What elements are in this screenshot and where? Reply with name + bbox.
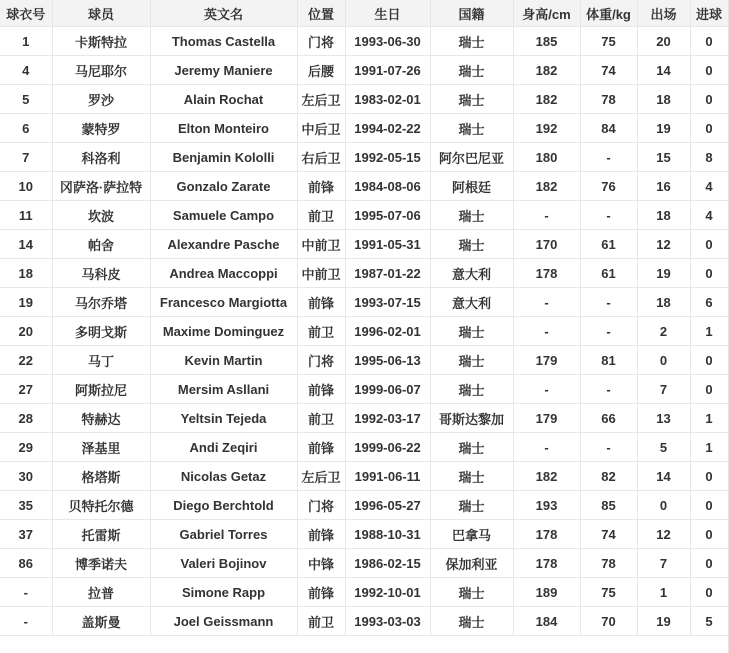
cell-player-name-cn: 盖斯曼 [52, 607, 150, 636]
table-row [0, 462, 728, 491]
cell-birthday: 1992-10-01 [345, 578, 430, 607]
cell-nationality: 瑞士 [430, 346, 513, 375]
cell-nationality: 巴拿马 [430, 520, 513, 549]
cell-nationality: 瑞士 [430, 462, 513, 491]
cell-weight-kg: - [580, 375, 637, 404]
cell-nationality: 瑞士 [430, 27, 513, 56]
cell-position: 门将 [297, 346, 345, 375]
cell-height-cm: 192 [513, 114, 580, 143]
cell-birthday: 1993-03-03 [345, 607, 430, 636]
table-row [0, 56, 728, 85]
cell-weight-kg: 78 [580, 549, 637, 578]
cell-appearances: 14 [637, 56, 690, 85]
cell-player-name-en: Samuele Campo [150, 201, 297, 230]
cell-goals: 1 [690, 404, 728, 433]
cell-goals: 8 [690, 143, 728, 172]
cell-height-cm: 189 [513, 578, 580, 607]
cell-goals: 0 [690, 27, 728, 56]
cell-nationality: 意大利 [430, 288, 513, 317]
cell-goals: 4 [690, 172, 728, 201]
table-row [0, 230, 728, 259]
cell-player-name-en: Joel Geissmann [150, 607, 297, 636]
cell-appearances: 12 [637, 520, 690, 549]
cell-birthday: 1987-01-22 [345, 259, 430, 288]
cell-jersey-number: 18 [0, 259, 52, 288]
cell-goals: 0 [690, 346, 728, 375]
cell-appearances: 19 [637, 114, 690, 143]
cell-jersey-number: 37 [0, 520, 52, 549]
cell-birthday: 1995-07-06 [345, 201, 430, 230]
cell-jersey-number: 19 [0, 288, 52, 317]
cell-height-cm: - [513, 375, 580, 404]
cell-jersey-number: 11 [0, 201, 52, 230]
cell-position: 前锋 [297, 172, 345, 201]
cell-appearances: 2 [637, 317, 690, 346]
roster-header [0, 0, 728, 27]
cell-weight-kg: 74 [580, 520, 637, 549]
cell-player-name-en: Francesco Margiotta [150, 288, 297, 317]
cell-birthday: 1983-02-01 [345, 85, 430, 114]
cell-appearances: 7 [637, 549, 690, 578]
cell-weight-kg: 61 [580, 230, 637, 259]
cell-player-name-en: Gabriel Torres [150, 520, 297, 549]
cell-weight-kg: 74 [580, 56, 637, 85]
cell-appearances: 15 [637, 143, 690, 172]
table-row [0, 143, 728, 172]
cell-position: 前卫 [297, 201, 345, 230]
cell-position: 中锋 [297, 549, 345, 578]
cell-height-cm: 184 [513, 607, 580, 636]
cell-position: 前卫 [297, 317, 345, 346]
cell-weight-kg: 84 [580, 114, 637, 143]
cell-nationality: 阿尔巴尼亚 [430, 143, 513, 172]
cell-nationality: 瑞士 [430, 433, 513, 462]
cell-jersey-number: 4 [0, 56, 52, 85]
cell-appearances: 7 [637, 375, 690, 404]
cell-height-cm: 182 [513, 56, 580, 85]
cell-birthday: 1996-05-27 [345, 491, 430, 520]
cell-height-cm: 180 [513, 143, 580, 172]
column-header-weight-kg: 体重/kg [580, 0, 637, 27]
cell-position: 前锋 [297, 288, 345, 317]
table-row [0, 549, 728, 578]
cell-player-name-en: Alain Rochat [150, 85, 297, 114]
table-row [0, 375, 728, 404]
cell-player-name-en: Elton Monteiro [150, 114, 297, 143]
cell-player-name-cn: 科洛利 [52, 143, 150, 172]
cell-player-name-cn: 格塔斯 [52, 462, 150, 491]
cell-goals: 0 [690, 520, 728, 549]
cell-player-name-en: Thomas Castella [150, 27, 297, 56]
column-header-position: 位置 [297, 0, 345, 27]
cell-nationality: 瑞士 [430, 114, 513, 143]
cell-goals: 0 [690, 578, 728, 607]
cell-goals: 0 [690, 259, 728, 288]
cell-height-cm: 178 [513, 520, 580, 549]
cell-player-name-cn: 拉普 [52, 578, 150, 607]
cell-goals: 6 [690, 288, 728, 317]
table-row [0, 346, 728, 375]
cell-appearances: 5 [637, 433, 690, 462]
column-header-height-cm: 身高/cm [513, 0, 580, 27]
cell-position: 后腰 [297, 56, 345, 85]
cell-player-name-cn: 帕舍 [52, 230, 150, 259]
cell-player-name-en: Alexandre Pasche [150, 230, 297, 259]
cell-nationality: 瑞士 [430, 230, 513, 259]
cell-height-cm: 178 [513, 549, 580, 578]
cell-position: 前卫 [297, 404, 345, 433]
cell-height-cm: 170 [513, 230, 580, 259]
cell-weight-kg: 75 [580, 578, 637, 607]
cell-jersey-number: 1 [0, 27, 52, 56]
column-header-jersey-number: 球衣号 [0, 0, 52, 27]
cell-birthday: 1999-06-22 [345, 433, 430, 462]
cell-nationality: 瑞士 [430, 317, 513, 346]
table-row [0, 578, 728, 607]
cell-nationality: 哥斯达黎加 [430, 404, 513, 433]
column-header-player-name-cn: 球员 [52, 0, 150, 27]
cell-position: 中后卫 [297, 114, 345, 143]
cell-height-cm: 178 [513, 259, 580, 288]
table-row [0, 259, 728, 288]
table-row [0, 520, 728, 549]
cell-goals: 0 [690, 549, 728, 578]
cell-birthday: 1991-06-11 [345, 462, 430, 491]
cell-weight-kg: 70 [580, 607, 637, 636]
cell-birthday: 1992-05-15 [345, 143, 430, 172]
cell-position: 前卫 [297, 607, 345, 636]
cell-position: 前锋 [297, 578, 345, 607]
cell-appearances: 12 [637, 230, 690, 259]
cell-weight-kg: 76 [580, 172, 637, 201]
cell-player-name-cn: 泽基里 [52, 433, 150, 462]
roster-body [0, 27, 728, 636]
cell-height-cm: - [513, 317, 580, 346]
table-row [0, 607, 728, 636]
cell-birthday: 1995-06-13 [345, 346, 430, 375]
cell-jersey-number: 5 [0, 85, 52, 114]
cell-jersey-number: 27 [0, 375, 52, 404]
cell-appearances: 18 [637, 288, 690, 317]
table-row [0, 404, 728, 433]
cell-goals: 0 [690, 462, 728, 491]
cell-birthday: 1991-05-31 [345, 230, 430, 259]
column-header-birthday: 生日 [345, 0, 430, 27]
cell-birthday: 1991-07-26 [345, 56, 430, 85]
cell-position: 中前卫 [297, 230, 345, 259]
cell-nationality: 瑞士 [430, 607, 513, 636]
cell-jersey-number: 28 [0, 404, 52, 433]
cell-position: 门将 [297, 27, 345, 56]
cell-jersey-number: - [0, 578, 52, 607]
cell-jersey-number: 14 [0, 230, 52, 259]
table-row [0, 317, 728, 346]
cell-player-name-en: Benjamin Kololli [150, 143, 297, 172]
cell-player-name-en: Maxime Dominguez [150, 317, 297, 346]
cell-position: 前锋 [297, 375, 345, 404]
cell-weight-kg: - [580, 317, 637, 346]
cell-height-cm: 193 [513, 491, 580, 520]
cell-appearances: 19 [637, 607, 690, 636]
cell-birthday: 1999-06-07 [345, 375, 430, 404]
cell-player-name-cn: 贝特托尔德 [52, 491, 150, 520]
cell-appearances: 18 [637, 85, 690, 114]
cell-player-name-en: Yeltsin Tejeda [150, 404, 297, 433]
cell-nationality: 保加利亚 [430, 549, 513, 578]
cell-appearances: 0 [637, 346, 690, 375]
cell-birthday: 1993-06-30 [345, 27, 430, 56]
cell-weight-kg: 78 [580, 85, 637, 114]
cell-nationality: 瑞士 [430, 375, 513, 404]
cell-appearances: 1 [637, 578, 690, 607]
cell-player-name-cn: 阿斯拉尼 [52, 375, 150, 404]
cell-appearances: 16 [637, 172, 690, 201]
cell-height-cm: 182 [513, 462, 580, 491]
cell-jersey-number: 10 [0, 172, 52, 201]
cell-player-name-en: Diego Berchtold [150, 491, 297, 520]
cell-weight-kg: 66 [580, 404, 637, 433]
column-header-appearances: 出场 [637, 0, 690, 27]
cell-goals: 5 [690, 607, 728, 636]
cell-height-cm: - [513, 288, 580, 317]
cell-player-name-en: Kevin Martin [150, 346, 297, 375]
cell-player-name-cn: 罗沙 [52, 85, 150, 114]
column-header-nationality: 国籍 [430, 0, 513, 27]
cell-weight-kg: - [580, 143, 637, 172]
cell-player-name-en: Andi Zeqiri [150, 433, 297, 462]
table-row [0, 433, 728, 462]
cell-position: 前锋 [297, 520, 345, 549]
cell-jersey-number: - [0, 607, 52, 636]
cell-position: 中前卫 [297, 259, 345, 288]
cell-appearances: 20 [637, 27, 690, 56]
cell-player-name-en: Jeremy Maniere [150, 56, 297, 85]
column-header-goals: 进球 [690, 0, 728, 27]
cell-height-cm: - [513, 433, 580, 462]
cell-jersey-number: 30 [0, 462, 52, 491]
cell-jersey-number: 6 [0, 114, 52, 143]
cell-birthday: 1992-03-17 [345, 404, 430, 433]
cell-position: 左后卫 [297, 462, 345, 491]
cell-jersey-number: 7 [0, 143, 52, 172]
cell-weight-kg: 81 [580, 346, 637, 375]
cell-birthday: 1986-02-15 [345, 549, 430, 578]
cell-player-name-en: Nicolas Getaz [150, 462, 297, 491]
cell-player-name-en: Valeri Bojinov [150, 549, 297, 578]
cell-player-name-en: Andrea Maccoppi [150, 259, 297, 288]
cell-nationality: 瑞士 [430, 85, 513, 114]
cell-jersey-number: 22 [0, 346, 52, 375]
cell-player-name-cn: 蒙特罗 [52, 114, 150, 143]
cell-weight-kg: 82 [580, 462, 637, 491]
cell-birthday: 1988-10-31 [345, 520, 430, 549]
cell-appearances: 13 [637, 404, 690, 433]
cell-goals: 0 [690, 230, 728, 259]
cell-appearances: 14 [637, 462, 690, 491]
cell-player-name-cn: 马尼耶尔 [52, 56, 150, 85]
cell-jersey-number: 35 [0, 491, 52, 520]
cell-height-cm: 179 [513, 346, 580, 375]
cell-goals: 0 [690, 56, 728, 85]
cell-nationality: 阿根廷 [430, 172, 513, 201]
cell-player-name-cn: 冈萨洛·萨拉特 [52, 172, 150, 201]
cell-goals: 0 [690, 114, 728, 143]
cell-nationality: 瑞士 [430, 578, 513, 607]
cell-goals: 1 [690, 433, 728, 462]
cell-height-cm: 182 [513, 85, 580, 114]
cell-position: 左后卫 [297, 85, 345, 114]
cell-goals: 0 [690, 491, 728, 520]
cell-player-name-cn: 坎波 [52, 201, 150, 230]
cell-player-name-en: Simone Rapp [150, 578, 297, 607]
cell-player-name-en: Gonzalo Zarate [150, 172, 297, 201]
cell-nationality: 瑞士 [430, 491, 513, 520]
cell-weight-kg: - [580, 288, 637, 317]
cell-weight-kg: 85 [580, 491, 637, 520]
cell-player-name-en: Mersim Asllani [150, 375, 297, 404]
cell-appearances: 0 [637, 491, 690, 520]
cell-weight-kg: - [580, 201, 637, 230]
cell-goals: 0 [690, 375, 728, 404]
cell-player-name-cn: 托雷斯 [52, 520, 150, 549]
cell-goals: 4 [690, 201, 728, 230]
table-row [0, 27, 728, 56]
cell-birthday: 1993-07-15 [345, 288, 430, 317]
table-row [0, 288, 728, 317]
cell-appearances: 19 [637, 259, 690, 288]
cell-nationality: 意大利 [430, 259, 513, 288]
cell-height-cm: 179 [513, 404, 580, 433]
cell-birthday: 1984-08-06 [345, 172, 430, 201]
cell-weight-kg: 75 [580, 27, 637, 56]
cell-position: 右后卫 [297, 143, 345, 172]
cell-jersey-number: 20 [0, 317, 52, 346]
cell-position: 门将 [297, 491, 345, 520]
cell-jersey-number: 86 [0, 549, 52, 578]
cell-weight-kg: - [580, 433, 637, 462]
cell-weight-kg: 61 [580, 259, 637, 288]
cell-birthday: 1996-02-01 [345, 317, 430, 346]
cell-nationality: 瑞士 [430, 201, 513, 230]
table-row [0, 172, 728, 201]
cell-player-name-cn: 卡斯特拉 [52, 27, 150, 56]
column-header-player-name-en: 英文名 [150, 0, 297, 27]
cell-position: 前锋 [297, 433, 345, 462]
cell-jersey-number: 29 [0, 433, 52, 462]
cell-height-cm: 182 [513, 172, 580, 201]
cell-player-name-cn: 马尔乔塔 [52, 288, 150, 317]
table-row [0, 201, 728, 230]
header-row [0, 0, 728, 27]
cell-appearances: 18 [637, 201, 690, 230]
cell-goals: 0 [690, 85, 728, 114]
table-row [0, 114, 728, 143]
cell-player-name-cn: 马丁 [52, 346, 150, 375]
cell-goals: 1 [690, 317, 728, 346]
cell-height-cm: 185 [513, 27, 580, 56]
cell-player-name-cn: 博季诺夫 [52, 549, 150, 578]
cell-player-name-cn: 特赫达 [52, 404, 150, 433]
table-row [0, 491, 728, 520]
cell-birthday: 1994-02-22 [345, 114, 430, 143]
cell-player-name-cn: 马科皮 [52, 259, 150, 288]
cell-nationality: 瑞士 [430, 56, 513, 85]
cell-player-name-cn: 多明戈斯 [52, 317, 150, 346]
table-row [0, 85, 728, 114]
cell-height-cm: - [513, 201, 580, 230]
